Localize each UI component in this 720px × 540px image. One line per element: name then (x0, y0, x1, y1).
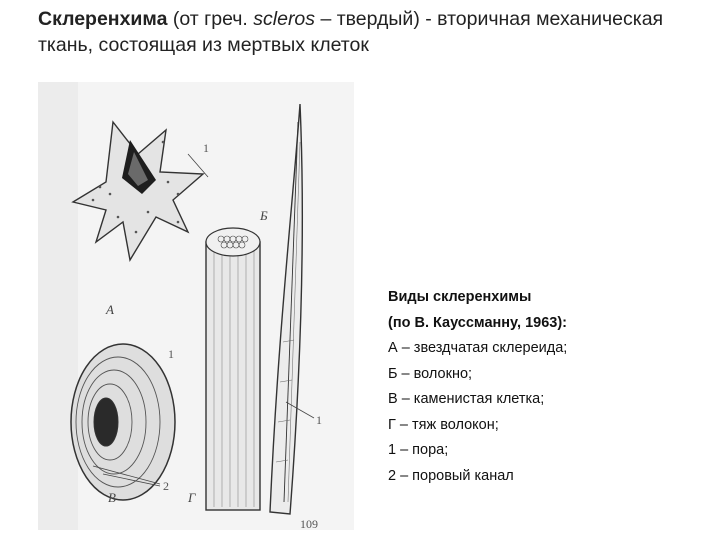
legend-item: Б – волокно; (388, 365, 473, 382)
label-b: Б (260, 208, 268, 223)
slide-title (38, 6, 698, 58)
sclerenchyma-illustration (38, 82, 354, 530)
label-pore-b: 1 (316, 413, 322, 427)
title-part2: – твердый) - вторичная механическая ткань, состоящая из мертвых клеток (38, 8, 664, 56)
label-pore-a: 1 (203, 141, 209, 155)
label-a: А (106, 302, 114, 317)
label-g: Г (188, 490, 196, 505)
scan-shadow (38, 82, 78, 530)
legend-item: 1 – пора; (388, 442, 449, 458)
label-v: В (108, 490, 116, 505)
title-latin: scleros (253, 8, 316, 30)
legend-item: А – звездчатая склереида; (388, 340, 568, 356)
title-part1: (от греч. (167, 8, 254, 30)
legend-item: Г – тяж волокон; (388, 416, 499, 433)
stone-cell-drawing (71, 344, 175, 500)
label-pore-canal: 2 (163, 479, 169, 493)
legend-item: 2 – поровый канал (388, 467, 514, 484)
legend-item: В – каменистая клетка; (388, 391, 545, 407)
title-term: Склеренхима (38, 8, 168, 30)
scan-page-number: 109 (300, 517, 318, 530)
legend-heading-line2: (по В. Кауссманну, 1963): (388, 314, 567, 331)
label-pore-c: 1 (168, 347, 174, 361)
legend-heading-line1: Виды склеренхимы (388, 289, 532, 305)
legend-block (388, 285, 708, 489)
fiber-strand-drawing (206, 228, 260, 510)
